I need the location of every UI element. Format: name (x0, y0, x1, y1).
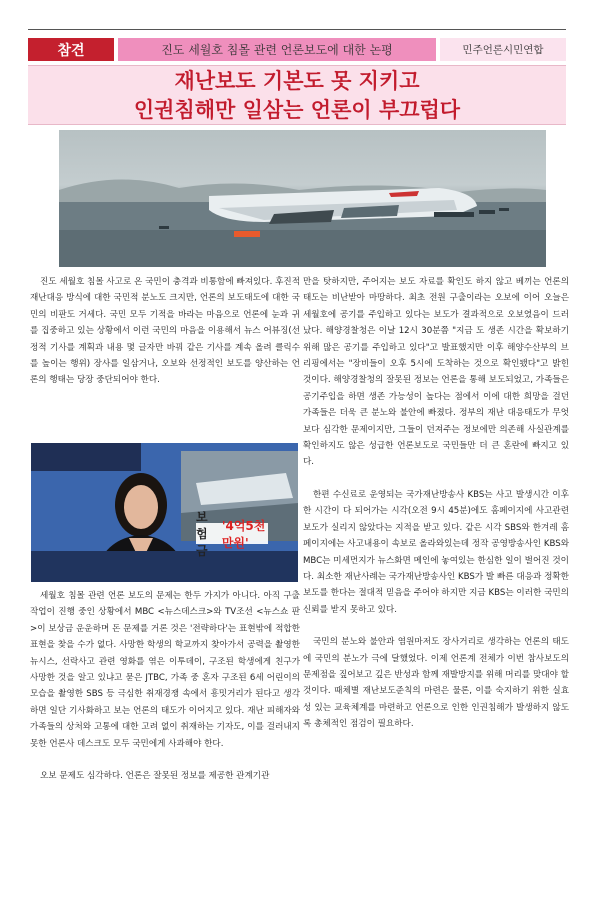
caption-label: 보험금 (196, 510, 208, 558)
top-rule (28, 29, 566, 30)
tv-caption (196, 510, 268, 558)
right-column (303, 274, 569, 733)
headline-line-2: 인권침해만 일삼는 언론이 부끄럽다 (133, 98, 461, 122)
left-column-top (30, 274, 300, 389)
left-column-bottom (30, 588, 300, 784)
section-tag: 참견 (28, 38, 114, 61)
ferry-photo (59, 130, 546, 267)
paragraph: 만을 탓하지만, 주어지는 보도 자료를 확인도 하지 않고 베끼는 언론의 태도는 비난받아 마땅하다. 최초 전원 구출이라는 오보에 이어 오늘은 세월호에 공기를 주입하고 있다는 보도가 결과적으로 오보였음이 드러났다. 해양경찰청은 이날 12시 30분쯤 "지금 도 생존 시간을 확보하기 위해 많은 공기를 주입하고 있다"고 발표했지만 이후 해양수산부의 브리핑에서는 "장비들이 오후 5시에 도착하는 것으로 확인됐다"고 밝힌 것이다. 해양경찰청의 잘못된 정보는 언론을 통해 보도되었고, 가족들은 공기주입을 하면 생존 가능성이 높다는 점에서 이에 대한 희망을 걸던 가족들은 더욱 큰 분노와 불안에 빠졌다. 정부의 재난 대응태도가 무엇보다 심각한 문제이지만, 그들이 던져주는 정보에만 의존해 사실관계를 확인하지도 않은 성급한 언론보도로 국민들만 더 큰 혼란에 빠지고 있다. (303, 277, 569, 468)
paragraph: 국민의 분노와 불안과 염원마저도 장사거리로 생각하는 언론의 태도에 국민의 분노가 극에 달했었다. 이제 언론계 전체가 이번 참사보도의 문제점을 짚어보고 깊은 반성과 함께 재발방지를 위해 머리를 맞대야 할 것이다. 때체별 재난보도준칙의 마련은 물론, 이를 숙지하기 위한 실효성 있는 교육체계를 마련하고 언론으로 인한 인권침해가 발생하지 않도록 총체적인 점검이 필요하다. (303, 637, 569, 730)
channel-logo: 조선 LIVE (239, 898, 277, 907)
headline-box (28, 65, 566, 125)
paragraph: 세월호 침몰 관련 언론 보도의 문제는 한두 가지가 아니다. 아직 구출작업이 진행 중인 상황에서 MBC <뉴스데스크>와 TV조선 <뉴스쇼 판>이 보상금 운운하며 돈 문제를 거론 것은 '전략하다'는 표현밖에 적합한 표현을 찾을 수가 없다. 사망한 학생의 학교까지 찾아가서 공력을 촬영한 뉴시스, 선락사고 관련 영화를 엮은 이투데이, 구조된 학생에게 친구가 사망한 것을 알고 있냐고 묻은 JTBC, 가족 중 혼자 구조된 6세 어린이의 모습을 촬영한 SBS 등 극심한 취재경쟁 속에서 흥밋거리가 된다고 생각하면 일단 기사화하고 보는 언론의 태도가 이어지고 있다. 재난 피해자와 가족들의 상처와 고통에 대한 고려 없이 취재하는 기자도, 이를 걸러내지 못한 언론사 데스크도 모두 국민에게 사과해야 한다. (30, 591, 300, 749)
header-banner (28, 38, 566, 61)
paragraph: 진도 세월호 침몰 사고로 온 국민이 충격과 비통함에 빠져있다. 후진적 재난대응 방식에 대한 국민적 분노도 크지만, 언론의 보도태도에 대한 국민의 비판도 거세다. 국민 모두 기적을 바라는 마음으로 언론에 눈과 귀를 집중하고 있는 상황에서 이런 국민의 마음을 이용해서 뉴스 어뷰징(선정적 기사를 계획과 내용 몇 글자만 바꿔 같은 기사를 계속 올려 클릭수를 높이는 행위) 장사를 일삼거나, 오보와 선정적인 보도를 양산하는 언론의 행태는 당장 중단되어야 한다. (30, 277, 300, 386)
paragraph: 한편 수신료로 운영되는 국가재난방송사 KBS는 사고 발생시간 이후 한 시간이 다 되어가는 시각(오전 9시 45분)에도 홈페이지에 사고관련 보도가 실리지 않았다는 지적을 받고 있다. 같은 시각 SBS와 한겨레 홈페이지에는 사고내용이 속보로 올라와있는데 정작 공영방송사인 KBS와 MBC는 미세먼지가 뉴스화면 메인에 놓여있는 한심한 일이 벌어진 것이다. 최소한 재난사례는 국가재난방송사인 KBS가 발 빠른 대응과 정확한 보도를 한다는 절대적 믿음을 주어야 하지만 지금 KBS는 이러한 국민의 신뢰를 받지 못하고 있다. (303, 489, 569, 615)
headline-line-1: 재난보도 기본도 못 지키고 (174, 69, 420, 93)
topic-title: 진도 세월호 침몰 관련 언론보도에 대한 논평 (118, 38, 436, 61)
caption-amount: '4억5천만원' (221, 518, 266, 550)
organization-name: 민주언론시민연합 (440, 38, 566, 61)
paragraph: 오보 문제도 심각하다. 언론은 잘못된 정보를 제공한 관계기관 (40, 771, 270, 782)
